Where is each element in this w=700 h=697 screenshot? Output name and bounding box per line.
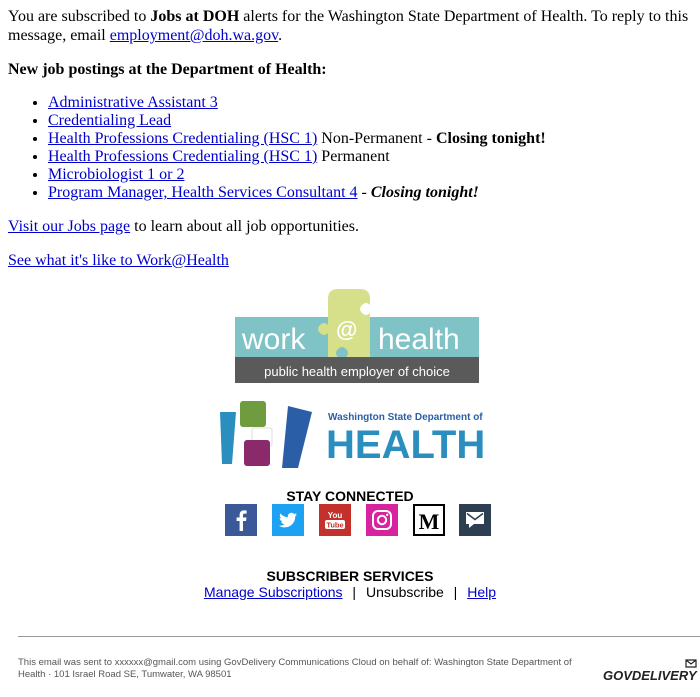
facebook-icon[interactable] [225,504,257,536]
footer-divider [18,636,700,637]
job-link[interactable]: Health Professions Credentialing (HSC 1) [48,148,318,165]
logo-square-purple [244,440,270,466]
envelope-icon [686,660,696,667]
job-link[interactable]: Program Manager, Health Services Consultant 4 [48,184,358,201]
logo-health-text: health [378,323,460,356]
work-at-health-link[interactable]: See what it's like to Work@Health [8,252,229,269]
job-item [48,130,546,148]
logo-bar-blue [220,412,236,464]
job-link[interactable]: Administrative Assistant 3 [48,94,218,111]
separator: | [352,584,357,600]
logo-square-green [240,401,266,427]
see-work-line [8,252,229,270]
manage-subscriptions-link[interactable]: Manage Subscriptions [204,584,343,600]
social-icons [225,504,491,536]
job-item [48,184,546,202]
logo-bar-darkblue [282,406,312,468]
job-item [48,94,546,112]
job-note: Permanent [317,148,390,165]
doh-logo [218,398,503,474]
logo-work-text: work [242,323,306,356]
job-link[interactable]: Microbiologist 1 or 2 [48,166,185,183]
svg-text:You: You [327,511,343,520]
job-item [48,166,546,184]
topic-name: Jobs at DOH [150,8,240,25]
svg-text:Tube: Tube [326,520,344,530]
stay-connected-heading: STAY CONNECTED [286,488,414,504]
job-list [8,94,546,202]
intro-text-continued: alerts for the Washington State Department of Health. To reply to this message, email [8,8,689,44]
job-link[interactable]: Credentialing Lead [48,112,172,129]
unsubscribe-link[interactable]: Unsubscribe [365,584,444,600]
subscriber-services-heading: SUBSCRIBER SERVICES [266,568,434,584]
youtube-icon[interactable] [319,504,351,536]
job-link[interactable]: Health Professions Credentialing (HSC 1) [48,130,318,147]
job-item [48,148,546,166]
email-icon[interactable] [459,504,491,536]
footer-text: This email was sent to xxxxxx@gmail.com using GovDelivery Communications Cloud on behalf of: Washington State Department of Health · 101 Israel Road SE, Tumwater, WA 98501 [18,657,572,680]
email-link[interactable]: employment@doh.wa.gov [109,27,279,44]
visit-text: to learn about all job opportunities. [130,218,359,235]
job-item [48,112,546,130]
closing-badge: Closing tonight! [370,184,479,201]
subscriber-links [0,584,700,600]
intro-paragraph [8,7,698,45]
svg-text:M: M [418,509,440,534]
govdelivery-text: GOVDELIVERY [603,668,697,683]
logo-at-text: @ [336,317,358,342]
closing-badge: Closing tonight! [435,130,546,147]
work-at-health-logo[interactable] [232,287,484,387]
separator: | [453,584,458,600]
job-note: Non-Permanent - [317,130,436,147]
intro-end: . [278,27,283,44]
section-heading: New job postings at the Department of Health: [8,61,327,78]
help-link[interactable]: Help [467,584,496,600]
visit-jobs-line [8,218,359,236]
instagram-icon[interactable] [366,504,398,536]
logo-tagline: public health employer of choice [264,364,450,379]
job-note: - [357,184,371,201]
doh-agency-text: Washington State Department of [328,412,483,423]
intro-text: You are subscribed to [8,8,151,25]
jobs-page-link[interactable]: Visit our Jobs page [8,218,131,235]
medium-icon[interactable] [413,504,445,536]
doh-health-text: HEALTH [326,423,486,467]
twitter-icon[interactable] [272,504,304,536]
govdelivery-logo[interactable] [602,657,698,687]
